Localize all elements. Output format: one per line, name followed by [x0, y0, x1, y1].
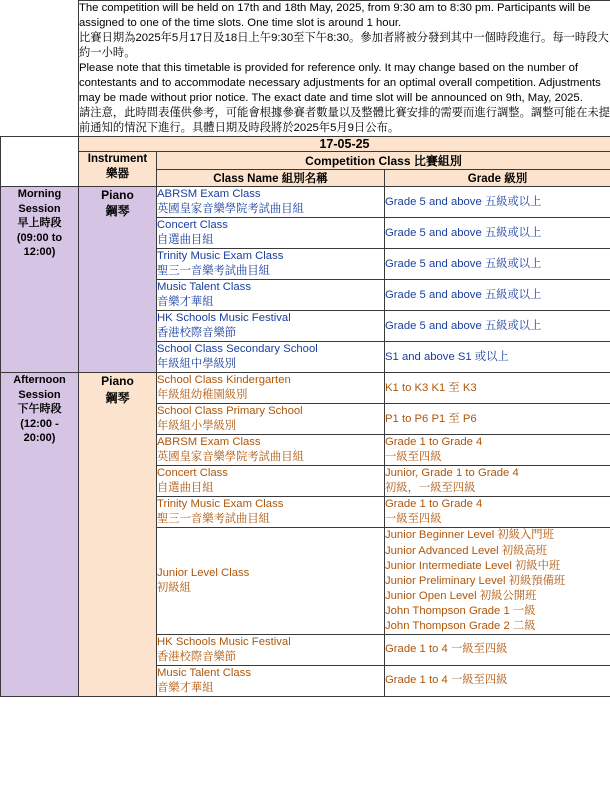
column-header-row — [1, 152, 610, 170]
class-name-zh: 香港校際音樂節 — [157, 650, 237, 663]
class-name-en: Junior Level Class — [157, 567, 250, 580]
grade-cell — [385, 634, 610, 665]
class-name-en: ABRSM Exam Class — [157, 436, 261, 449]
grade-line: Grade 5 and above 五級或以上 — [385, 319, 542, 332]
grade-line: Grade 5 and above 五級或以上 — [385, 288, 542, 301]
class-name-en: Trinity Music Exam Class — [157, 250, 284, 263]
class-name-zh: 聖三一音樂考試曲目組 — [157, 513, 270, 526]
instrument-morning — [79, 187, 157, 373]
session-morning-label — [1, 187, 79, 373]
grade-cell — [385, 218, 610, 249]
grade-cell — [385, 528, 610, 634]
grade-line-5: Junior Open Level 初級公開班 — [385, 589, 537, 602]
session-morning-en-2: Session — [18, 202, 61, 215]
class-name-en: School Class Secondary School — [157, 343, 318, 356]
table-row — [1, 373, 610, 404]
grade-cell — [385, 280, 610, 311]
class-name-zh: 自選曲目組 — [157, 482, 214, 495]
class-name-zh: 初級組 — [157, 582, 191, 595]
grade-line-6: John Thompson Grade 1 一級 — [385, 604, 536, 617]
grade-line-7: John Thompson Grade 2 二級 — [385, 619, 536, 632]
notice-line-2: 比賽日期為2025年5月17日及18日上午9:30至下午8:30。參加者將被分發到其中一個時段進行。每一時段大約一小時。 — [79, 32, 609, 60]
grade-line-1: Junior Beginner Level 初級入門班 — [385, 529, 554, 542]
grade-cell — [385, 665, 610, 696]
table-row — [1, 187, 610, 218]
grade-line: K1 to K3 K1 至 K3 — [385, 381, 477, 394]
notice-block — [79, 1, 610, 137]
session-afternoon-en-1: Afternoon — [13, 374, 66, 387]
class-name-zh: 英國皇家音樂學院考試曲目組 — [157, 451, 304, 464]
class-name-en: Music Talent Class — [157, 666, 251, 679]
class-name-cell — [157, 435, 385, 466]
grade-line: Grade 5 and above 五級或以上 — [385, 257, 542, 270]
notice-line-4: 請注意，此時間表僅供參考，可能會根據參賽者數量以及整體比賽安排的需要而進行調整。調整可能在未提前通知的情況下進行。具體日期及時段將於2025年5月9日公布。 — [79, 107, 610, 135]
grade-line: P1 to P6 P1 至 P6 — [385, 412, 477, 425]
class-name-cell — [157, 311, 385, 342]
grade-cell — [385, 466, 610, 497]
class-name-zh: 聖三一音樂考試曲目組 — [157, 265, 270, 278]
class-name-cell — [157, 187, 385, 218]
class-name-cell — [157, 634, 385, 665]
grade-line-2: Junior Advanced Level 初級高班 — [385, 544, 548, 557]
instrument-header-zh: 樂器 — [106, 168, 129, 181]
session-morning-time-2: 12:00) — [23, 246, 56, 259]
date-header-row — [1, 137, 610, 152]
instrument-header-en: Instrument — [87, 153, 148, 166]
session-morning-zh: 早上時段 — [17, 217, 62, 230]
class-name-cell — [157, 528, 385, 634]
class-name-zh: 音樂才華組 — [157, 681, 214, 694]
class-name-zh: 自選曲目組 — [157, 234, 214, 247]
competition-class-header: Competition Class 比賽組別 — [157, 152, 610, 170]
class-name-en: HK Schools Music Festival — [157, 312, 291, 325]
notice-row — [1, 1, 610, 137]
instrument-morning-en: Piano — [101, 188, 134, 203]
class-name-zh: 音樂才華組 — [157, 296, 214, 309]
grade-line-1: Grade 1 to Grade 4 — [385, 436, 483, 449]
grade-line-1: Junior, Grade 1 to Grade 4 — [385, 467, 519, 480]
class-name-cell — [157, 466, 385, 497]
instrument-afternoon-en: Piano — [101, 374, 134, 389]
grade-header: Grade 級別 — [385, 170, 610, 187]
class-name-cell — [157, 218, 385, 249]
grade-line-3: Junior Intermediate Level 初級中班 — [385, 559, 561, 572]
session-afternoon-zh: 下午時段 — [17, 403, 62, 416]
class-name-cell — [157, 497, 385, 528]
class-name-cell — [157, 404, 385, 435]
grade-line-2: 初級，一級至四級 — [385, 482, 476, 495]
class-name-en: School Class Primary School — [157, 405, 303, 418]
class-name-en: ABRSM Exam Class — [157, 188, 261, 201]
grade-line: Grade 5 and above 五級或以上 — [385, 226, 542, 239]
notice-line-3: Please note that this timetable is provided for reference only. It may change based on the number of contestants and to accommodate necessary adjustments for an optimal overall competition. Adjustments may be made without prior notice. The exact date and time slot will be announced on 9th, May, 2025. — [79, 62, 601, 105]
grade-cell — [385, 249, 610, 280]
class-name-en: HK Schools Music Festival — [157, 635, 291, 648]
class-name-zh: 年級組小學級別 — [157, 420, 237, 433]
grade-cell — [385, 187, 610, 218]
grade-cell — [385, 435, 610, 466]
grade-line: Grade 1 to 4 一級至四級 — [385, 674, 508, 687]
grade-line: S1 and above S1 或以上 — [385, 350, 509, 363]
class-name-zh: 英國皇家音樂學院考試曲目組 — [157, 203, 304, 216]
session-afternoon-label — [1, 373, 79, 696]
instrument-afternoon-zh: 鋼琴 — [105, 390, 130, 405]
class-name-en: Trinity Music Exam Class — [157, 498, 284, 511]
grade-cell — [385, 404, 610, 435]
class-name-cell — [157, 342, 385, 373]
class-name-en: School Class Kindergarten — [157, 374, 291, 387]
session-afternoon-time-2: 20:00) — [23, 432, 56, 445]
grade-line: Grade 1 to 4 一級至四級 — [385, 643, 508, 656]
class-name-zh: 年級組中學級別 — [157, 358, 237, 371]
class-name-cell — [157, 373, 385, 404]
grade-cell — [385, 373, 610, 404]
class-name-en: Concert Class — [157, 219, 228, 232]
class-name-cell — [157, 665, 385, 696]
class-name-en: Concert Class — [157, 467, 228, 480]
grade-line: Grade 5 and above 五級或以上 — [385, 195, 542, 208]
instrument-morning-zh: 鋼琴 — [105, 204, 130, 219]
notice-line-1: The competition will be held on 17th and 18th May, 2025, from 9:30 am to 8:30 pm. Participants will be assigned to one of the time slots. One time slot is around 1 hour. — [79, 2, 591, 30]
corner-blank-cell — [1, 137, 79, 187]
session-morning-en-1: Morning — [17, 188, 62, 201]
grade-cell — [385, 311, 610, 342]
session-morning-time-1: (09:00 to — [16, 231, 63, 244]
session-afternoon-time-1: (12:00 - — [20, 417, 59, 430]
class-name-header: Class Name 組別名稱 — [157, 170, 385, 187]
class-name-cell — [157, 249, 385, 280]
grade-cell — [385, 342, 610, 373]
competition-date: 17-05-25 — [79, 137, 610, 152]
class-name-en: Music Talent Class — [157, 281, 251, 294]
grade-cell — [385, 497, 610, 528]
notice-spacer-cell — [1, 1, 79, 137]
class-name-zh: 香港校際音樂節 — [157, 327, 237, 340]
grade-line-4: Junior Preliminary Level 初級預備班 — [385, 574, 566, 587]
session-afternoon-en-2: Session — [18, 388, 61, 401]
class-name-cell — [157, 280, 385, 311]
instrument-header — [79, 152, 157, 187]
class-name-zh: 年級組幼稚園級別 — [157, 389, 248, 402]
grade-line-2: 一級至四級 — [385, 513, 442, 526]
grade-line-2: 一級至四級 — [385, 451, 442, 464]
instrument-afternoon — [79, 373, 157, 696]
grade-line-1: Grade 1 to Grade 4 — [385, 498, 483, 511]
